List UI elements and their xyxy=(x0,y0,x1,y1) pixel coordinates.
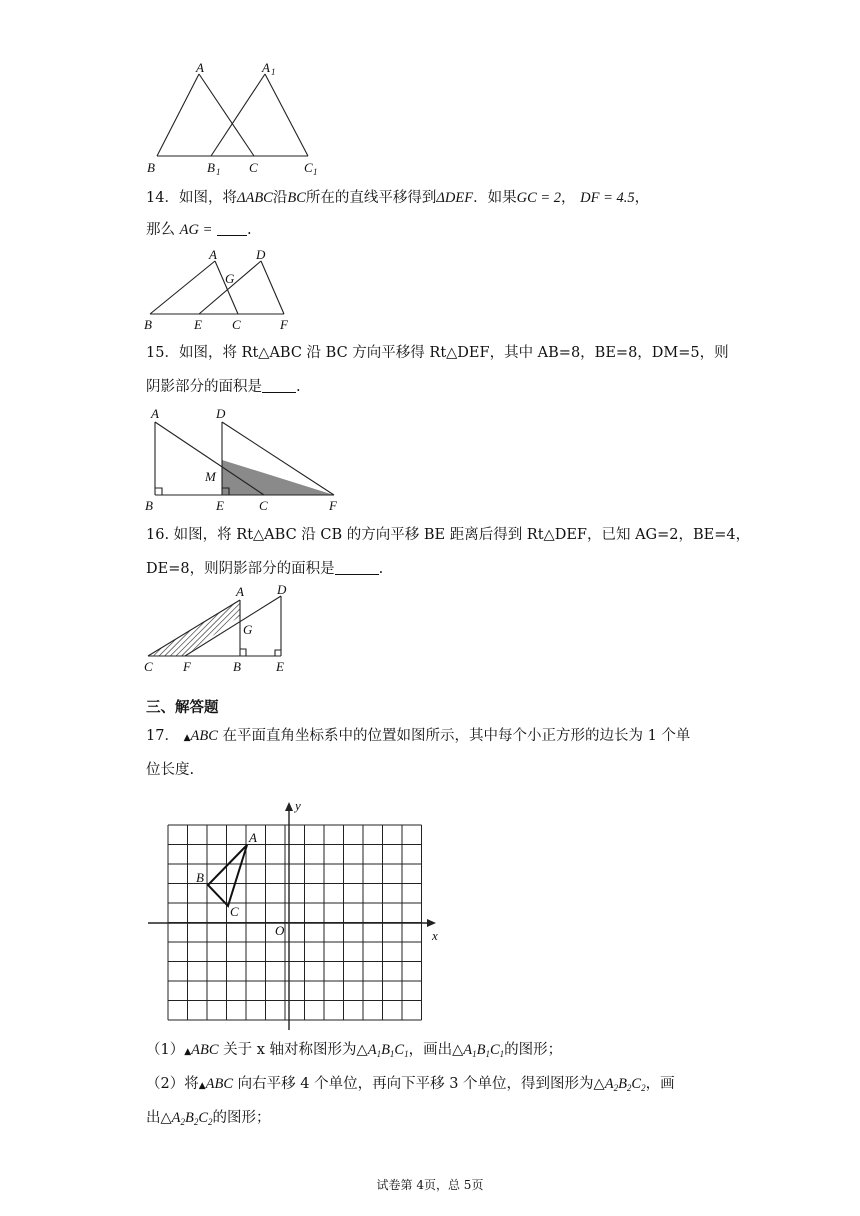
origin-label: O xyxy=(275,923,285,938)
svg-text:B: B xyxy=(144,317,152,332)
question-15-line2: 阴影部分的面积是 . xyxy=(146,379,301,395)
svg-text:A: A xyxy=(151,406,159,421)
svg-text:1: 1 xyxy=(313,167,318,177)
svg-text:C: C xyxy=(232,317,241,332)
coordinate-grid-figure xyxy=(148,796,448,1036)
answer-blank-16[interactable] xyxy=(335,560,379,575)
svg-text:G: G xyxy=(243,622,253,637)
figure-q15 xyxy=(142,403,347,515)
x-axis-label: x xyxy=(432,928,438,943)
svg-text:D: D xyxy=(216,406,226,421)
svg-text:B: B xyxy=(145,498,153,513)
svg-text:F: F xyxy=(329,498,337,513)
question-17-part1: （1）▲ABC 关于 x 轴对称图形为$\triangle A_1B_1C_1$，画出$\triangle A_1B_1C_1$的图形； xyxy=(146,1042,563,1059)
question-17-part2: （2）将▲ABC 向右平移 4 个单位，再向下平移 3 个单位，得到图形为$\triangle A_2B_2C_2$，画 xyxy=(146,1076,675,1093)
svg-text:G: G xyxy=(225,271,235,286)
svg-text:C: C xyxy=(144,659,153,674)
figure-q14 xyxy=(142,245,302,335)
section-heading: 三、解答题 xyxy=(146,699,219,716)
svg-text:1: 1 xyxy=(216,167,221,177)
svg-text:E: E xyxy=(276,659,284,674)
label-C1: C xyxy=(304,160,313,175)
question-16-line2: DE=8，则阴影部分的面积是 . xyxy=(146,561,384,577)
label-A1: A xyxy=(262,60,270,75)
svg-text:C: C xyxy=(259,498,268,513)
svg-text:A: A xyxy=(209,247,217,262)
label-B1: B xyxy=(207,160,215,175)
svg-text:E: E xyxy=(194,317,202,332)
answer-blank-15[interactable] xyxy=(262,378,296,393)
svg-text:B: B xyxy=(233,659,241,674)
question-15-line1: 15．如图，将 Rt△ABC 沿 BC 方向平移得 Rt△DEF，其中 AB=8，BE=8，DM=5，则 xyxy=(146,345,729,361)
answer-blank-14[interactable] xyxy=(217,221,247,236)
label-A: A xyxy=(196,60,204,75)
question-17-line1: 17． ▲ABC 在平面直角坐标系中的位置如图所示，其中每个小正方形的边长为 1 个单 xyxy=(146,728,691,744)
svg-text:A: A xyxy=(236,584,244,599)
page-footer: 试卷第 4页，总 5页 xyxy=(376,1178,484,1192)
question-17-part3: 出$\triangle A_2B_2C_2$的图形； xyxy=(146,1110,271,1127)
figure-q16 xyxy=(142,582,302,674)
svg-text:F: F xyxy=(183,659,191,674)
svg-text:D: D xyxy=(256,247,266,262)
point-B-label: B xyxy=(196,870,204,885)
question-14-line1: 14．如图，将ΔABC沿BC所在的直线平移得到ΔDEF．如果GC = 2， DF = 4.5， xyxy=(146,190,650,206)
svg-text:1: 1 xyxy=(271,67,276,77)
svg-text:F: F xyxy=(280,317,288,332)
svg-text:M: M xyxy=(205,469,216,484)
svg-text:D: D xyxy=(277,582,287,597)
figure-q13 xyxy=(140,60,340,180)
point-C-label: C xyxy=(230,904,239,919)
svg-text:E: E xyxy=(216,498,224,513)
label-B: B xyxy=(147,160,155,175)
question-17-line2: 位长度. xyxy=(146,762,195,778)
question-16-line1: 16. 如图，将 Rt△ABC 沿 CB 的方向平移 BE 距离后得到 Rt△DEF，已知 AG=2，BE=4， xyxy=(146,527,751,543)
point-A-label: A xyxy=(249,830,257,845)
question-14-line2: 那么 AG = . xyxy=(146,222,252,238)
y-axis-label: y xyxy=(295,798,301,813)
label-C: C xyxy=(249,160,258,175)
